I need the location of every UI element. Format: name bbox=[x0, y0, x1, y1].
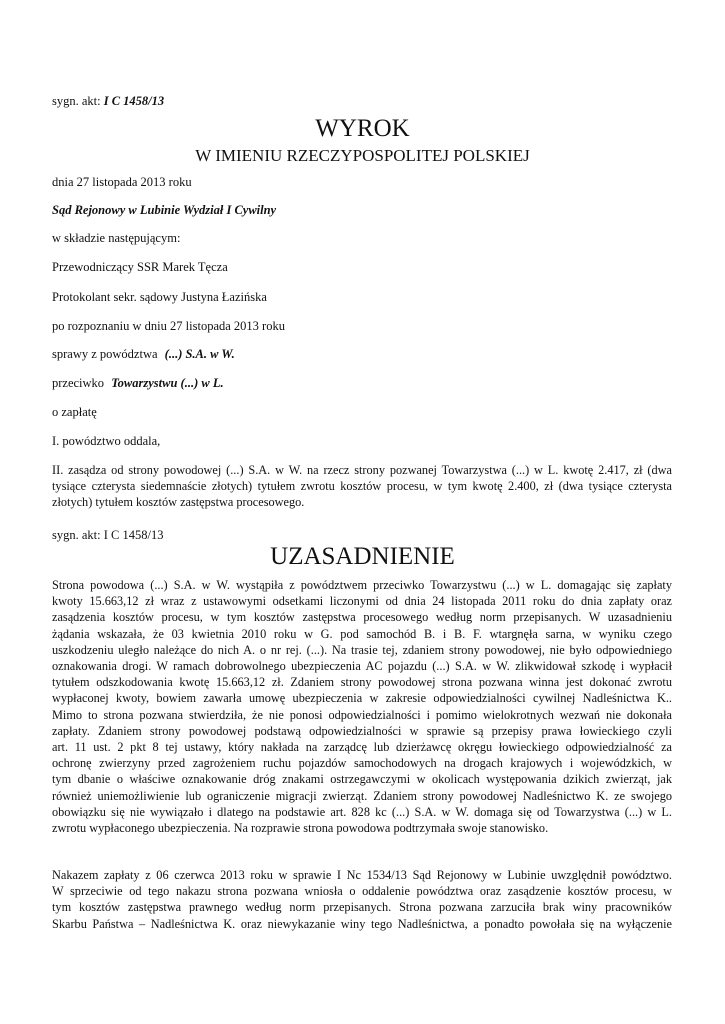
paragraph-line: tym kosztów zastępstwa prawnego według norm przepisanych. Strona pozwana zarzuciła brak winy pracowników bbox=[52, 900, 672, 915]
plaintiff-line bbox=[52, 346, 235, 362]
paragraph-line: również uniemożliwienie lub ograniczenie migracji zwierząt. Zdaniem strony powodowej Nadleśnictwo K. ze swojego bbox=[52, 788, 672, 803]
case-signature-number: I C 1458/13 bbox=[103, 94, 165, 108]
paragraph-line: żądania wskazała, że 03 kwietnia 2010 roku w G. pod samochód B. i B. F. wtargnęła sarna, w wyniku czego bbox=[52, 626, 672, 641]
case-subject: o zapłatę bbox=[52, 405, 97, 419]
justification-paragraph-2 bbox=[52, 867, 672, 932]
paragraph-line: kwoty 15.663,12 zł wraz z ustawowymi odsetkami liczonymi od dnia 24 listopada 2011 roku do dnia zapłaty oraz bbox=[52, 594, 672, 609]
ruling-point-1: I. powództwo oddala, bbox=[52, 434, 161, 448]
paragraph-line: tym dbanie o właściwe oznakowanie dróg znakami ostrzegawczymi w okolicach występowania dzikich zwierząt, jak bbox=[52, 772, 672, 787]
hearing-date: po rozpoznaniu w dniu 27 listopada 2013 roku bbox=[52, 319, 285, 333]
paragraph-line: Strona powodowa (...) S.A. w W. wystąpiła z powództwem przeciwko Towarzystwu (...) w L. domagając się zapłaty bbox=[52, 578, 672, 592]
presiding-judge: Przewodniczący SSR Marek Tęcza bbox=[52, 260, 228, 274]
paragraph-line: złotych) tytułem kosztów zastępstwa procesowego. bbox=[52, 495, 305, 510]
defendant-line bbox=[52, 375, 224, 391]
paragraph-line: tysiące czterysta siedemnaście złotych) tytułem zwrotu kosztów procesu, w tym kwotę 2.400, zł (dwa tysiące czterysta bbox=[52, 479, 672, 494]
judgment-subtitle: W IMIENIU RZECZYPOSPOLITEJ POLSKIEJ bbox=[195, 146, 530, 165]
paragraph-line: art. 11 ust. 2 pkt 8 tej ustawy, który nakłada na zarządcę lub dzierżawcę okręgu łowieckiego odpowiedzialność za bbox=[52, 740, 672, 755]
court-clerk: Protokolant sekr. sądowy Justyna Łazińska bbox=[52, 290, 267, 304]
paragraph-line: zwrotu wypłaconego ubezpieczenia. Na rozprawie strona powodowa podtrzymała swoje stanowisko. bbox=[52, 821, 549, 836]
paragraph-line: uszkodzeniu uległo należące do nich A. o nr rej. (...). Na trasie tej, zdaniem strony powodowej, nie było odpowiedniego bbox=[52, 642, 672, 657]
justification-signature: sygn. akt: I C 1458/13 bbox=[52, 528, 164, 542]
court-name: Sąd Rejonowy w Lubinie Wydział I Cywilny bbox=[52, 203, 277, 217]
case-signature bbox=[52, 93, 164, 109]
paragraph-line: II. zasądza od strony powodowej (...) S.A. w W. na rzecz strony pozwanej Towarzystwa (...) w L. kwotę 2.417, zł (dwa bbox=[52, 463, 672, 477]
defendant-name: Towarzystwu (...) w L. bbox=[111, 376, 224, 390]
paragraph-line: zasądzenia kosztów procesu, w tym kosztów zastępstwa procesowego według norm przepisanych. W uzasadnieniu bbox=[52, 610, 672, 625]
ruling-point-2 bbox=[52, 462, 672, 511]
paragraph-line: obowiązku się nie wywiązało i dlatego na podstawie art. 828 kc (...) S.A. w W. domaga się od Towarzystwa (...) w L. bbox=[52, 804, 672, 819]
justification-paragraph-1 bbox=[52, 577, 672, 836]
court-composition: w składzie następującym: bbox=[52, 231, 181, 245]
paragraph-line: W sprzeciwie od tego nakazu strona pozwana wniosła o oddalenie powództwa oraz zasądzenie kosztów procesu, w bbox=[52, 884, 672, 899]
paragraph-line: Nakazem zapłaty z 06 czerwca 2013 roku w sprawie I Nc 1534/13 Sąd Rejonowy w Lubinie uwzględnił powództwo. bbox=[52, 868, 672, 882]
paragraph-line: zapłaty. Zdaniem strony powodowej podstawą odpowiedzialności w sprawie są przepisy prawa łowieckiego czyli bbox=[52, 723, 672, 738]
paragraph-line: Mimo to strona pozwana stwierdziła, że nie ponosi odpowiedzialności i pomimo wielokrotnych wezwań nie dokonała bbox=[52, 707, 672, 722]
plaintiff-label: sprawy z powództwa bbox=[52, 347, 158, 361]
paragraph-line: wypłaconej kwoty, bowiem zawarła umowę ubezpieczenia w zakresie odpowiedzialności cywilnej Nadleśnictwa K.. bbox=[52, 691, 672, 706]
paragraph-line: Skarbu Państwa – Nadleśnictwa K. oraz niewykazanie winy tego Nadleśnictwa, a ponadto powołała się na wyłączenie bbox=[52, 916, 672, 931]
paragraph-line: tytułem odszkodowania kwotę 15.663,12 zł. Zdaniem strony powodowej strona pozwana winna jest dokonać zwrotu bbox=[52, 675, 672, 690]
plaintiff-name: (...) S.A. w W. bbox=[164, 347, 235, 361]
defendant-label: przeciwko bbox=[52, 376, 105, 390]
justification-heading: UZASADNIENIE bbox=[270, 543, 455, 570]
judgment-date: dnia 27 listopada 2013 roku bbox=[52, 175, 192, 189]
paragraph-line: ochronę zwierzyny przed zagrożeniem ruchu pojazdów samochodowych na drogach krajowych i wojewódzkich, w bbox=[52, 756, 672, 771]
case-signature-label: sygn. akt: bbox=[52, 94, 101, 108]
paragraph-line: oznakowania drogi. W ramach dobrowolnego ubezpieczenia AC pojazdu (...) S.A. w W. zlikwidował szkodę i wypłacił bbox=[52, 659, 672, 674]
judgment-title: WYROK bbox=[315, 115, 410, 142]
